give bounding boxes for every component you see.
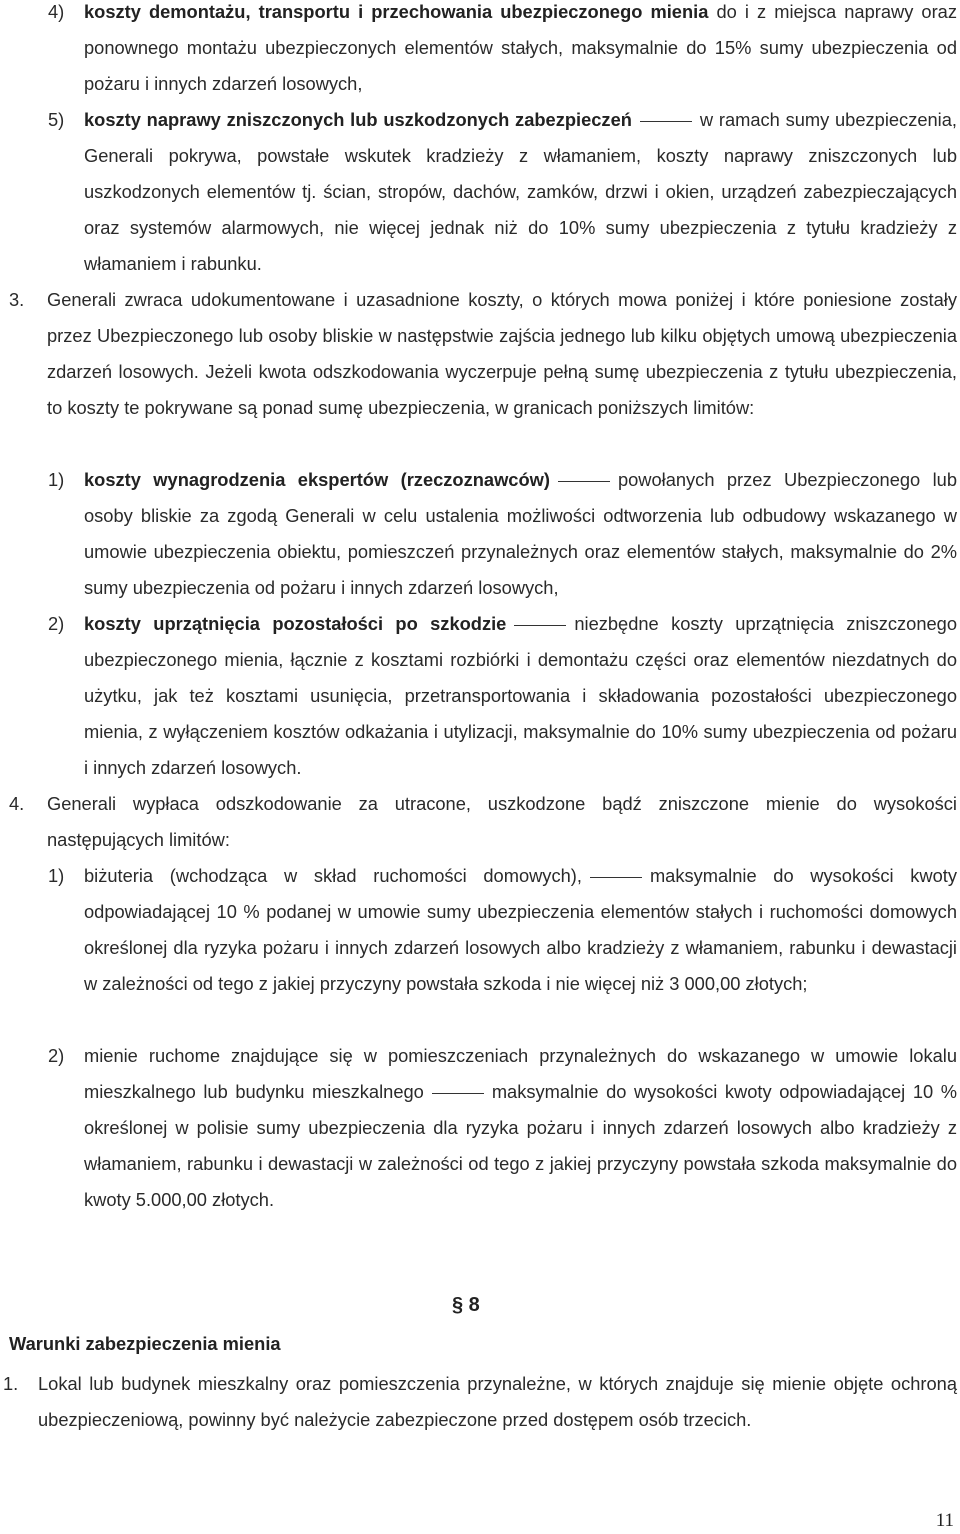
list-number: 1) [48, 469, 65, 490]
list-number: 5) [48, 109, 65, 130]
dash-separator [432, 1093, 484, 1094]
item-text: biżuteria (wchodząca w skład ruchomości domowych), [84, 865, 582, 886]
section-number: 4. [9, 793, 25, 814]
list-number: 1) [48, 865, 65, 886]
list-item [84, 102, 957, 282]
dash-separator [558, 481, 610, 482]
list-item [84, 0, 957, 102]
list-item [84, 1038, 957, 1218]
item-text: niezbędne koszty uprzątnięcia zniszczonego ubezpieczonego mienia, łącznie z kosztami rozbiórki i demontażu części oraz elementów niezdatnych do użytku, jak też kosztami usunięcia, przetransportowania i składowania pozostałości ubezpieczonego mienia, z wyłączeniem kosztów odkażania i utylizacji, maksymalnie do 10% sumy ubezpieczenia od pożaru i innych zdarzeń losowych. [84, 613, 958, 778]
dash-separator [514, 625, 566, 626]
dash-separator [640, 121, 692, 122]
paragraph-text: Lokal lub budynek mieszkalny oraz pomieszczenia przynależne, w których znajduje się mienie objęte ochroną ubezpieczeniową, powinny być należycie zabezpieczone przed dostępem osób trzecich. [38, 1373, 957, 1430]
list-item [84, 462, 957, 606]
paragraph [47, 786, 957, 858]
list-number: 2) [48, 1045, 65, 1066]
item-text: mienie ruchome znajdujące się w pomieszczeniach przynależnych do wskazanego w umowie lokalu mieszkalnego lub budynku mieszkalnego [84, 1045, 957, 1102]
list-item [84, 858, 957, 1002]
list-item [84, 606, 957, 786]
item-text: do i z miejsca naprawy oraz ponownego montażu ubezpieczonych elementów stałych, maksymalnie do 15% sumy ubezpieczenia od pożaru i innych zdarzeń losowych, [84, 1, 957, 94]
item-heading: koszty wynagrodzenia ekspertów (rzeczoznawców) [84, 469, 550, 490]
item-heading: koszty naprawy zniszczonych lub uszkodzonych zabezpieczeń [84, 109, 632, 130]
section-heading: Warunki zabezpieczenia mienia [9, 1333, 281, 1354]
paragraph [47, 282, 957, 426]
section-number: 1. [3, 1373, 19, 1394]
item-text: w ramach sumy ubezpieczenia, Generali pokrywa, powstałe wskutek kradzieży z włamaniem, koszty naprawy zniszczonych lub uszkodzonych elementów tj. ścian, stropów, dachów, zamków, drzwi i okien, urządzeń zabezpieczających oraz systemów alarmowych, nie więcej jednak niż do 10% sumy ubezpieczenia z tytułu kradzieży z włamaniem i rabunku. [84, 109, 957, 274]
paragraph-text: Generali zwraca udokumentowane i uzasadnione koszty, o których mowa poniżej i które poniesione zostały przez Ubezpieczonego lub osoby bliskie w następstwie zajścia jednego lub kilku objętych umową ubezpieczenia zdarzeń losowych. Jeżeli kwota odszkodowania wyczerpuje pełną sumę ubezpieczenia z tytułu ubezpieczenia, to koszty te pokrywane są ponad sumę ubezpieczenia, w granicach poniższych limitów: [47, 289, 957, 418]
item-text: maksymalnie do wysokości kwoty odpowiadającej 10 % określonej w polisie sumy ubezpieczenia dla ryzyka pożaru i innych zdarzeń losowych albo kradzieży z włamaniem, rabunku i dewastacji w zależności od tego z jakiej przyczyny powstała szkoda maksymalnie do kwoty 5.000,00 złotych. [84, 1081, 957, 1210]
paragraph-text: Generali wypłaca odszkodowanie za utracone, uszkodzone bądź zniszczone mienie do wysokości następujących limitów: [47, 793, 957, 850]
item-text: maksymalnie do wysokości kwoty odpowiadającej 10 % podanej w umowie sumy ubezpieczenia elementów stałych i ruchomości domowych określonej dla ryzyka pożaru i innych zdarzeń losowych albo kradzieży z włamaniem, rabunku i dewastacji w zależności od tego z jakiej przyczyny powstała szkoda i nie więcej niż 3 000,00 złotych; [84, 865, 958, 994]
paragraph [38, 1366, 957, 1438]
list-number: 2) [48, 613, 65, 634]
item-heading: koszty uprzątnięcia pozostałości po szkodzie [84, 613, 507, 634]
section-number: 3. [9, 289, 25, 310]
list-number: 4) [48, 1, 65, 22]
item-heading: koszty demontażu, transportu i przechowania ubezpieczonego mienia [84, 1, 709, 22]
dash-separator [590, 877, 642, 878]
item-text: powołanych przez Ubezpieczonego lub osoby bliskie za zgodą Generali w celu ustalenia możliwości odtworzenia lub odbudowy wskazanego w umowie ubezpieczenia obiektu, pomieszczeń przynależnych oraz elementów stałych, maksymalnie do 2% sumy ubezpieczenia od pożaru i innych zdarzeń losowych, [84, 469, 958, 598]
section-symbol: § 8 [452, 1294, 480, 1316]
page-number: 11 [935, 1510, 954, 1531]
